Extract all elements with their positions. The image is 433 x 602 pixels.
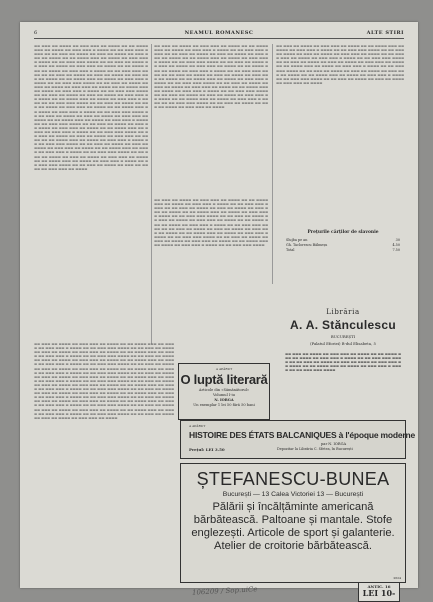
shop-address: București — 13 Calea Victoriei 13 — București	[222, 491, 364, 498]
stamp-price: LEI 10-	[362, 588, 396, 598]
price-row-label: Total	[286, 248, 295, 253]
bookstore-city: BUCUREȘTI	[330, 334, 356, 339]
column-rule	[151, 44, 152, 344]
article-column-2-lower	[154, 198, 268, 338]
book-ad-subtitle: Articole din «Sămănătorul»	[198, 388, 250, 392]
price-row-label: Gh. Taclorescu Bălmeșu	[286, 243, 328, 248]
history-ad-price: Prețul: LEI 3.50	[189, 447, 225, 452]
bookstore-name: A. A. Stănculescu	[289, 318, 397, 332]
article-text: ▬▬ ▬▬▬ ▬▬ ▬▬▬▬ ▬▬ ▬▬▬ ▬▬▬ ▬▬ ▬▬▬▬ ▬▬ ▬▬ ▬▬▬▬ ▬▬▬ ▬▬ ▬▬▬▬ ▬▬ ▬▬▬ ▬▬▬ ▬ ▬▬▬▬ ▬▬ ▬▬ ▬▬▬ ▬▬▬ ▬▬▬▬ ▬▬ ▬▬ ▬▬▬ ▬▬ ▬▬▬▬ ▬▬ ▬▬▬ ▬▬ ▬▬▬▬ ▬▬ ▬▬▬ ▬▬▬ ▬▬ ▬▬▬▬ ▬▬ ▬▬ ▬▬▬▬ ▬▬▬ ▬▬ ▬▬▬▬ ▬▬ ▬▬▬ ▬▬▬ ▬ ▬▬▬▬ ▬▬ ▬▬ ▬▬▬ ▬▬▬ ▬▬▬▬ ▬▬ ▬▬ ▬▬▬ ▬▬ ▬▬▬▬ ▬▬ ▬▬▬ ▬▬ ▬▬▬▬ ▬▬ ▬▬▬ ▬▬▬ ▬▬ ▬▬▬▬ ▬▬ ▬▬ ▬▬▬▬ ▬▬▬ ▬▬ ▬▬▬▬ ▬▬ ▬▬▬ ▬▬▬ ▬ ▬▬▬▬ ▬▬ ▬▬ ▬▬▬ ▬▬▬ ▬▬▬▬ ▬▬ ▬▬ ▬▬▬ ▬▬ ▬▬▬▬ ▬▬ ▬▬▬ ▬▬ ▬▬▬▬ ▬▬ ▬▬▬ ▬▬▬ ▬▬ ▬▬▬▬ ▬▬ ▬▬ ▬▬▬▬ ▬▬▬ ▬▬ ▬▬▬▬ ▬▬ ▬▬▬ ▬▬▬ ▬ ▬▬▬▬ ▬▬ ▬▬ ▬▬▬ ▬▬▬ ▬▬▬▬ ▬▬ ▬▬ ▬▬▬ ▬▬ ▬▬▬▬ ▬▬ ▬▬▬ ▬▬ ▬▬▬▬ ▬▬ ▬▬▬ ▬▬▬ ▬▬ ▬▬▬▬	[276, 44, 404, 85]
price-row-label: Slujba pe an	[286, 238, 308, 242]
article-text: ▬▬ ▬▬▬ ▬▬ ▬▬▬▬ ▬▬ ▬▬▬ ▬▬▬ ▬▬ ▬▬▬▬ ▬▬ ▬▬ ▬▬▬▬ ▬▬▬ ▬▬ ▬▬▬▬ ▬▬ ▬▬▬ ▬▬▬ ▬ ▬▬▬▬ ▬▬ ▬▬ ▬▬▬ ▬▬▬ ▬▬▬▬ ▬▬ ▬▬ ▬▬▬ ▬▬ ▬▬▬▬ ▬▬ ▬▬▬ ▬▬ ▬▬▬▬ ▬▬ ▬▬▬ ▬▬▬ ▬▬ ▬▬▬▬ ▬▬ ▬▬ ▬▬▬▬ ▬▬▬ ▬▬ ▬▬▬▬ ▬▬ ▬▬▬ ▬▬▬ ▬ ▬▬▬▬ ▬▬ ▬▬ ▬▬▬ ▬▬▬ ▬▬▬▬ ▬▬ ▬▬ ▬▬▬ ▬▬ ▬▬▬▬ ▬▬ ▬▬▬ ▬▬ ▬▬▬▬ ▬▬ ▬▬▬ ▬▬▬ ▬▬ ▬▬▬▬ ▬▬ ▬▬ ▬▬▬▬ ▬▬▬ ▬▬ ▬▬▬▬ ▬▬ ▬▬▬ ▬▬▬ ▬ ▬▬▬▬ ▬▬ ▬▬ ▬▬▬ ▬▬▬ ▬▬▬▬ ▬▬ ▬▬ ▬▬▬ ▬▬ ▬▬▬▬ ▬▬ ▬▬▬ ▬▬ ▬▬▬▬ ▬▬ ▬▬▬ ▬▬▬ ▬▬ ▬▬▬▬ ▬▬ ▬▬ ▬▬▬▬ ▬▬▬ ▬▬ ▬▬▬▬ ▬▬ ▬▬▬ ▬▬▬ ▬ ▬▬▬▬ ▬▬ ▬▬ ▬▬▬ ▬▬▬ ▬▬▬▬ ▬▬ ▬▬ ▬▬▬ ▬▬ ▬▬▬▬ ▬▬ ▬▬▬ ▬▬ ▬▬▬▬ ▬▬ ▬▬▬ ▬▬▬ ▬▬ ▬▬▬▬ ▬▬ ▬▬ ▬▬▬▬ ▬▬▬ ▬▬ ▬▬▬▬ ▬▬ ▬▬▬ ▬▬▬ ▬ ▬▬▬▬ ▬▬ ▬▬ ▬▬▬ ▬▬▬ ▬▬▬▬ ▬▬ ▬▬ ▬▬▬ ▬▬ ▬▬▬▬ ▬▬ ▬▬▬ ▬▬ ▬▬▬▬ ▬▬ ▬▬▬ ▬▬▬ ▬▬ ▬▬▬▬ ▬▬ ▬▬ ▬▬▬▬ ▬▬▬ ▬▬ ▬▬▬▬ ▬▬ ▬▬▬ ▬▬▬ ▬ ▬▬▬▬ ▬▬ ▬▬ ▬▬▬ ▬▬▬ ▬▬▬▬ ▬▬ ▬▬ ▬▬▬ ▬▬ ▬▬▬▬ ▬▬ ▬▬▬ ▬▬ ▬▬▬▬ ▬▬ ▬▬▬ ▬▬▬ ▬▬ ▬▬▬▬ ▬▬ ▬▬ ▬▬▬▬ ▬▬▬ ▬▬ ▬▬▬▬ ▬▬ ▬▬▬ ▬▬▬ ▬ ▬▬▬▬ ▬▬ ▬▬ ▬▬▬ ▬▬▬ ▬▬▬▬ ▬▬ ▬▬ ▬▬▬ ▬▬ ▬▬▬▬ ▬▬ ▬▬▬ ▬▬ ▬▬▬▬ ▬▬ ▬▬▬ ▬▬▬ ▬▬ ▬▬▬▬ ▬▬ ▬▬ ▬▬▬▬ ▬▬▬ ▬▬ ▬▬▬▬ ▬▬ ▬▬▬ ▬▬▬ ▬ ▬▬▬▬ ▬▬ ▬▬ ▬▬▬ ▬▬▬ ▬▬▬▬ ▬▬ ▬▬ ▬▬▬ ▬▬ ▬▬▬▬ ▬▬ ▬▬▬ ▬▬ ▬▬▬▬ ▬▬ ▬▬▬ ▬▬▬ ▬▬ ▬▬▬▬ ▬▬ ▬▬ ▬▬▬▬ ▬▬▬ ▬▬ ▬▬▬▬ ▬▬ ▬▬▬ ▬▬▬ ▬ ▬▬▬▬ ▬▬ ▬▬ ▬▬▬ ▬▬▬ ▬▬▬▬ ▬▬ ▬▬ ▬▬▬ ▬▬ ▬▬▬▬ ▬▬ ▬▬▬ ▬▬ ▬▬▬▬ ▬▬ ▬▬▬ ▬▬▬ ▬▬ ▬▬▬▬	[34, 342, 174, 420]
article-text: ▬▬ ▬▬▬ ▬▬ ▬▬▬▬ ▬▬ ▬▬▬ ▬▬▬ ▬▬ ▬▬▬▬ ▬▬ ▬▬ ▬▬▬▬ ▬▬▬ ▬▬ ▬▬▬▬ ▬▬ ▬▬▬ ▬▬▬ ▬ ▬▬▬▬ ▬▬ ▬▬ ▬▬▬ ▬▬▬ ▬▬▬▬ ▬▬ ▬▬ ▬▬▬ ▬▬ ▬▬▬▬ ▬▬ ▬▬▬ ▬▬ ▬▬▬▬ ▬▬ ▬▬▬ ▬▬▬ ▬▬ ▬▬▬▬ ▬▬ ▬▬ ▬▬▬▬ ▬▬▬ ▬▬ ▬▬▬▬ ▬▬ ▬▬▬ ▬▬▬ ▬ ▬▬▬▬ ▬▬ ▬▬ ▬▬▬ ▬▬▬ ▬▬▬▬ ▬▬ ▬▬ ▬▬▬ ▬▬ ▬▬▬▬ ▬▬ ▬▬▬ ▬▬ ▬▬▬▬ ▬▬ ▬▬▬ ▬▬▬ ▬▬ ▬▬▬▬ ▬▬ ▬▬ ▬▬▬▬ ▬▬▬ ▬▬ ▬▬▬▬ ▬▬ ▬▬▬ ▬▬▬ ▬ ▬▬▬▬ ▬▬ ▬▬ ▬▬▬ ▬▬▬ ▬▬▬▬ ▬▬ ▬▬ ▬▬▬ ▬▬ ▬▬▬▬ ▬▬ ▬▬▬ ▬▬ ▬▬▬▬ ▬▬ ▬▬▬ ▬▬▬ ▬▬ ▬▬▬▬ ▬▬ ▬▬ ▬▬▬▬ ▬▬▬ ▬▬ ▬▬▬▬ ▬▬ ▬▬▬ ▬▬▬ ▬ ▬▬▬▬ ▬▬ ▬▬ ▬▬▬ ▬▬▬ ▬▬▬▬ ▬▬ ▬▬ ▬▬▬ ▬▬ ▬▬▬▬ ▬▬ ▬▬▬ ▬▬ ▬▬▬▬ ▬▬ ▬▬▬ ▬▬▬ ▬▬ ▬▬▬▬ ▬▬ ▬▬ ▬▬▬▬ ▬▬▬ ▬▬ ▬▬▬▬ ▬▬ ▬▬▬ ▬▬▬ ▬ ▬▬▬▬ ▬▬ ▬▬ ▬▬▬ ▬▬▬ ▬▬▬▬	[154, 198, 268, 248]
price-list-heading: Prețurile cărților de slavonie	[307, 230, 379, 235]
price-row-value: 4.50	[392, 243, 400, 248]
bookstore-description: ▬▬ ▬▬▬ ▬▬ ▬▬▬▬ ▬▬ ▬▬▬ ▬▬▬ ▬▬ ▬▬▬▬ ▬▬ ▬▬ ▬▬▬▬ ▬▬▬ ▬▬ ▬▬▬▬ ▬▬ ▬▬▬ ▬▬▬ ▬ ▬▬▬▬ ▬▬ ▬▬ ▬▬▬ ▬▬▬ ▬▬▬▬ ▬▬ ▬▬ ▬▬▬ ▬▬ ▬▬▬▬ ▬▬ ▬▬▬ ▬▬ ▬▬▬▬ ▬▬ ▬▬▬ ▬▬▬ ▬▬ ▬▬▬▬ ▬▬ ▬▬ ▬▬▬▬ ▬▬▬ ▬▬ ▬▬▬▬ ▬▬ ▬▬▬ ▬▬▬ ▬ ▬▬▬▬ ▬▬ ▬▬ ▬▬▬ ▬▬▬ ▬▬▬▬	[285, 352, 401, 372]
column-rule	[272, 44, 273, 284]
history-ad-title: HISTOIRE DES ÉTATS BALCANIQUES à l'époque moderne	[189, 430, 416, 440]
price-row-value: 30	[395, 238, 400, 242]
handwritten-note: 106209 / Sop.uiCe	[191, 585, 258, 597]
book-ad-author: N. IORGA	[214, 398, 234, 402]
history-ad-kicker: A APĂRUT	[189, 424, 206, 428]
article-text: ▬▬ ▬▬▬ ▬▬ ▬▬▬▬ ▬▬ ▬▬▬ ▬▬▬ ▬▬ ▬▬▬▬ ▬▬ ▬▬ ▬▬▬▬ ▬▬▬ ▬▬ ▬▬▬▬ ▬▬ ▬▬▬ ▬▬▬ ▬ ▬▬▬▬ ▬▬ ▬▬ ▬▬▬ ▬▬▬ ▬▬▬▬ ▬▬ ▬▬ ▬▬▬ ▬▬ ▬▬▬▬ ▬▬ ▬▬▬ ▬▬ ▬▬▬▬ ▬▬ ▬▬▬ ▬▬▬ ▬▬ ▬▬▬▬ ▬▬ ▬▬ ▬▬▬▬ ▬▬▬ ▬▬ ▬▬▬▬ ▬▬ ▬▬▬ ▬▬▬ ▬ ▬▬▬▬ ▬▬ ▬▬ ▬▬▬ ▬▬▬ ▬▬▬▬ ▬▬ ▬▬ ▬▬▬ ▬▬ ▬▬▬▬ ▬▬ ▬▬▬ ▬▬ ▬▬▬▬ ▬▬ ▬▬▬ ▬▬▬ ▬▬ ▬▬▬▬ ▬▬ ▬▬ ▬▬▬▬ ▬▬▬ ▬▬ ▬▬▬▬ ▬▬ ▬▬▬ ▬▬▬ ▬ ▬▬▬▬ ▬▬ ▬▬ ▬▬▬ ▬▬▬ ▬▬▬▬ ▬▬ ▬▬ ▬▬▬ ▬▬ ▬▬▬▬ ▬▬ ▬▬▬ ▬▬ ▬▬▬▬ ▬▬ ▬▬▬ ▬▬▬ ▬▬ ▬▬▬▬ ▬▬ ▬▬ ▬▬▬▬ ▬▬▬ ▬▬ ▬▬▬▬ ▬▬ ▬▬▬ ▬▬▬ ▬ ▬▬▬▬ ▬▬ ▬▬ ▬▬▬ ▬▬▬ ▬▬▬▬ ▬▬ ▬▬ ▬▬▬ ▬▬ ▬▬▬▬ ▬▬ ▬▬▬ ▬▬ ▬▬▬▬ ▬▬ ▬▬▬ ▬▬▬ ▬▬ ▬▬▬▬ ▬▬ ▬▬ ▬▬▬▬ ▬▬▬ ▬▬ ▬▬▬▬ ▬▬ ▬▬▬ ▬▬▬ ▬ ▬▬▬▬ ▬▬ ▬▬ ▬▬▬ ▬▬▬ ▬▬▬▬ ▬▬ ▬▬ ▬▬▬ ▬▬ ▬▬▬▬ ▬▬ ▬▬▬ ▬▬ ▬▬▬▬ ▬▬ ▬▬▬ ▬▬▬ ▬▬ ▬▬▬▬ ▬▬ ▬▬ ▬▬▬▬ ▬▬▬ ▬▬ ▬▬▬▬ ▬▬ ▬▬▬ ▬▬▬ ▬ ▬▬▬▬ ▬▬ ▬▬ ▬▬▬ ▬▬▬ ▬▬▬▬ ▬▬ ▬▬ ▬▬▬ ▬▬ ▬▬▬▬ ▬▬ ▬▬▬ ▬▬ ▬▬▬▬ ▬▬ ▬▬▬ ▬▬▬ ▬▬ ▬▬▬▬	[154, 44, 268, 110]
page-header	[34, 28, 404, 39]
price-stamp	[358, 582, 400, 602]
bookstore-kicker: Librăria	[326, 308, 360, 316]
book-ad-price: Un exemplar 1 lei 50 fără 50 bani	[193, 403, 255, 407]
article-column-2	[154, 44, 268, 194]
book-ad-volume: Volumul I-iu	[212, 393, 235, 397]
price-list-ad	[282, 230, 404, 292]
history-book-ad	[180, 420, 416, 459]
shop-name: ȘTEFANESCU-BUNEA	[196, 469, 390, 489]
newspaper-page	[20, 22, 418, 598]
book-ad-title: O luptă literară	[180, 372, 268, 387]
bookstore-address: (Palatul Eforiei) B-dul Elisabeta, 5	[310, 341, 376, 346]
price-row	[282, 248, 404, 253]
masthead-title: NEAMUL ROMANESC	[184, 30, 254, 36]
shop-ref-number: 2624	[393, 576, 401, 580]
article-column-3	[276, 44, 404, 162]
stamp-label: ANTIC. 16	[367, 584, 391, 589]
history-ad-depot: Depozitar la Librăria C. Sfetea, în București	[277, 447, 353, 451]
price-row-value: 7.50	[392, 248, 400, 253]
stefanescu-bunea-ad	[180, 463, 406, 583]
article-column-1	[34, 44, 148, 334]
page-number: 6	[34, 30, 38, 36]
shop-description: Pălării și încălțăminte americană bărbătească. Paltoane și mantale. Stofe englezești. Articole de sport și galanterie. Atelier de croitorie bărbătească.	[191, 501, 395, 552]
bookstore-ad	[282, 298, 404, 426]
article-text: ▬▬ ▬▬▬ ▬▬ ▬▬▬▬ ▬▬ ▬▬▬ ▬▬▬ ▬▬ ▬▬▬▬ ▬▬ ▬▬ ▬▬▬▬ ▬▬▬ ▬▬ ▬▬▬▬ ▬▬ ▬▬▬ ▬▬▬ ▬ ▬▬▬▬ ▬▬ ▬▬ ▬▬▬ ▬▬▬ ▬▬▬▬ ▬▬ ▬▬ ▬▬▬ ▬▬ ▬▬▬▬ ▬▬ ▬▬▬ ▬▬ ▬▬▬▬ ▬▬ ▬▬▬ ▬▬▬ ▬▬ ▬▬▬▬ ▬▬ ▬▬ ▬▬▬▬ ▬▬▬ ▬▬ ▬▬▬▬ ▬▬ ▬▬▬ ▬▬▬ ▬ ▬▬▬▬ ▬▬ ▬▬ ▬▬▬ ▬▬▬ ▬▬▬▬ ▬▬ ▬▬ ▬▬▬ ▬▬ ▬▬▬▬ ▬▬ ▬▬▬ ▬▬ ▬▬▬▬ ▬▬ ▬▬▬ ▬▬▬ ▬▬ ▬▬▬▬ ▬▬ ▬▬ ▬▬▬▬ ▬▬▬ ▬▬ ▬▬▬▬ ▬▬ ▬▬▬ ▬▬▬ ▬ ▬▬▬▬ ▬▬ ▬▬ ▬▬▬ ▬▬▬ ▬▬▬▬ ▬▬ ▬▬ ▬▬▬ ▬▬ ▬▬▬▬ ▬▬ ▬▬▬ ▬▬ ▬▬▬▬ ▬▬ ▬▬▬ ▬▬▬ ▬▬ ▬▬▬▬ ▬▬ ▬▬ ▬▬▬▬ ▬▬▬ ▬▬ ▬▬▬▬ ▬▬ ▬▬▬ ▬▬▬ ▬ ▬▬▬▬ ▬▬ ▬▬ ▬▬▬ ▬▬▬ ▬▬▬▬ ▬▬ ▬▬ ▬▬▬ ▬▬ ▬▬▬▬ ▬▬ ▬▬▬ ▬▬ ▬▬▬▬ ▬▬ ▬▬▬ ▬▬▬ ▬▬ ▬▬▬▬ ▬▬ ▬▬ ▬▬▬▬ ▬▬▬ ▬▬ ▬▬▬▬ ▬▬ ▬▬▬ ▬▬▬ ▬ ▬▬▬▬ ▬▬ ▬▬ ▬▬▬ ▬▬▬ ▬▬▬▬ ▬▬ ▬▬ ▬▬▬ ▬▬ ▬▬▬▬ ▬▬ ▬▬▬ ▬▬ ▬▬▬▬ ▬▬ ▬▬▬ ▬▬▬ ▬▬ ▬▬▬▬ ▬▬ ▬▬ ▬▬▬▬ ▬▬▬ ▬▬ ▬▬▬▬ ▬▬ ▬▬▬ ▬▬▬ ▬ ▬▬▬▬ ▬▬ ▬▬ ▬▬▬ ▬▬▬ ▬▬▬▬ ▬▬ ▬▬ ▬▬▬ ▬▬ ▬▬▬▬ ▬▬ ▬▬▬ ▬▬ ▬▬▬▬ ▬▬ ▬▬▬ ▬▬▬ ▬▬ ▬▬▬▬ ▬▬ ▬▬ ▬▬▬▬ ▬▬▬ ▬▬ ▬▬▬▬ ▬▬ ▬▬▬ ▬▬▬ ▬ ▬▬▬▬ ▬▬ ▬▬ ▬▬▬ ▬▬▬ ▬▬▬▬ ▬▬ ▬▬ ▬▬▬ ▬▬ ▬▬▬▬ ▬▬ ▬▬▬ ▬▬ ▬▬▬▬ ▬▬ ▬▬▬ ▬▬▬ ▬▬ ▬▬▬▬ ▬▬ ▬▬ ▬▬▬▬ ▬▬▬ ▬▬ ▬▬▬▬ ▬▬ ▬▬▬ ▬▬▬ ▬ ▬▬▬▬ ▬▬ ▬▬ ▬▬▬ ▬▬▬ ▬▬▬▬ ▬▬ ▬▬ ▬▬▬ ▬▬ ▬▬▬▬ ▬▬ ▬▬▬ ▬▬ ▬▬▬▬ ▬▬ ▬▬▬ ▬▬▬ ▬▬ ▬▬▬▬ ▬▬ ▬▬ ▬▬▬▬ ▬▬▬ ▬▬ ▬▬▬▬ ▬▬ ▬▬▬ ▬▬▬ ▬ ▬▬▬▬ ▬▬ ▬▬ ▬▬▬ ▬▬▬ ▬▬▬▬ ▬▬ ▬▬ ▬▬▬ ▬▬ ▬▬▬▬ ▬▬ ▬▬▬ ▬▬ ▬▬▬▬ ▬▬ ▬▬▬ ▬▬▬ ▬▬ ▬▬▬▬ ▬▬ ▬▬ ▬▬▬▬ ▬▬▬ ▬▬ ▬▬▬▬ ▬▬ ▬▬▬ ▬▬▬ ▬ ▬▬▬▬ ▬▬ ▬▬ ▬▬▬ ▬▬▬ ▬▬▬▬ ▬▬ ▬▬ ▬▬▬ ▬▬ ▬▬▬▬ ▬▬ ▬▬▬ ▬▬ ▬▬▬▬ ▬▬ ▬▬▬ ▬▬▬ ▬▬ ▬▬▬▬ ▬▬ ▬▬ ▬▬▬▬ ▬▬▬ ▬▬ ▬▬▬▬ ▬▬ ▬▬▬ ▬▬▬ ▬ ▬▬▬▬ ▬▬ ▬▬ ▬▬▬ ▬▬▬ ▬▬▬▬ ▬▬ ▬▬ ▬▬▬ ▬▬ ▬▬▬▬ ▬▬ ▬▬▬ ▬▬ ▬▬▬▬ ▬▬ ▬▬▬ ▬▬▬ ▬▬ ▬▬▬▬ ▬▬ ▬▬ ▬▬▬▬ ▬▬▬ ▬▬ ▬▬▬▬ ▬▬ ▬▬▬ ▬▬▬ ▬ ▬▬▬▬ ▬▬ ▬▬ ▬▬▬ ▬▬▬ ▬▬▬▬ ▬▬ ▬▬ ▬▬▬ ▬▬ ▬▬▬▬ ▬▬ ▬▬▬ ▬▬ ▬▬▬▬ ▬▬ ▬▬▬ ▬▬▬ ▬▬ ▬▬▬▬	[34, 44, 148, 171]
book-ad-kicker: A APĂRUT	[215, 367, 233, 371]
history-ad-author: par N. IORGA	[321, 442, 347, 446]
section-title: ALTE STIRI	[366, 30, 404, 36]
book-ad	[178, 363, 270, 420]
article-column-1-lower	[34, 342, 174, 582]
